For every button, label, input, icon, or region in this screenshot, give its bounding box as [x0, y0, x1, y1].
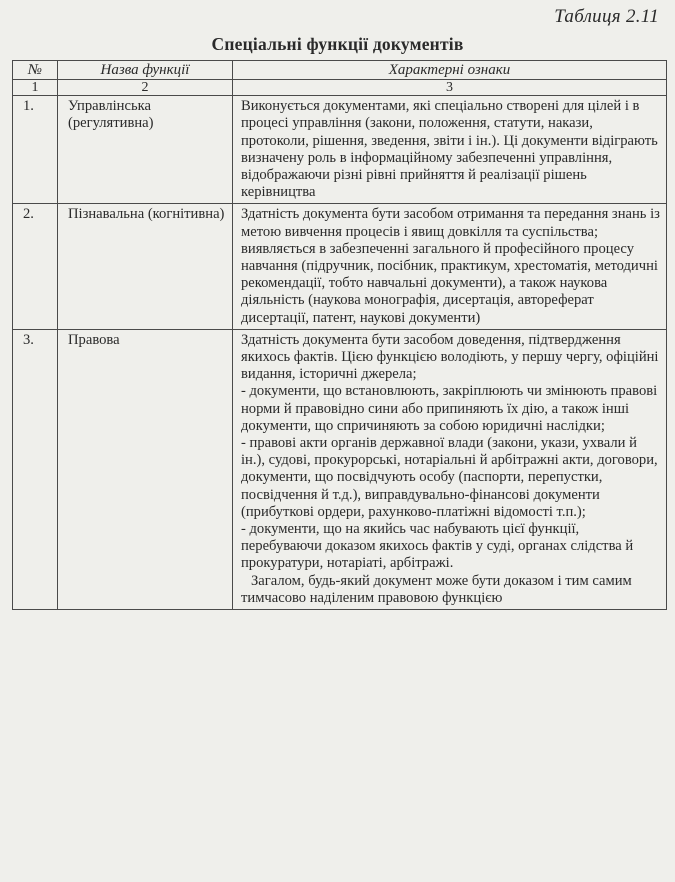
description-paragraph: - правові акти органів державної влади (закони, укази, ухвали й ін.), судові, прокурорські, нотаріальні й арбітражні акти, договори, документи, що посвідчують особу (паспорти, перепустки, посвідчення й т.д.), виправдувально-фінансові документи (прибуткові ордери, рахунково-платіжні відомості т.п.);	[241, 435, 658, 520]
column-number-row	[13, 80, 667, 96]
table-row	[13, 204, 667, 329]
header-row	[13, 61, 667, 80]
description-paragraph: Здатність документа бути засобом доведення, підтвердження якихось фактів. Цією функцією володіють, у першу чергу, офіційні видання, історичні джерела;	[241, 331, 659, 383]
header-number: №	[13, 61, 58, 80]
row-number: 3.	[13, 329, 58, 609]
functions-table	[12, 60, 667, 610]
function-name: Управлінська (регулятивна)	[58, 96, 233, 204]
column-number-1: 1	[13, 80, 58, 96]
description-paragraph: Виконується документами, які спеціально створені для цілей і в процесі управління (закони, положення, статути, накази, протоколи, рішення, зведення, звіти і ін.). Ці документи відіграють визначену роль в інформаційному забезпеченні управління, відображаючи різні рівні прийняття й реалізації рішень керівництва	[241, 98, 658, 201]
table-label: Таблиця 2.11	[554, 6, 659, 27]
table-row	[13, 96, 667, 204]
header-function-name: Назва функції	[58, 61, 233, 80]
description-paragraph: Здатність документа бути засобом отримання та передання знань із метою вивчення процесів і явищ довкілля та суспільства; виявляється в забезпеченні загального й професійного процесу навчання (підручник, посібник, практикум, хрестоматія, методичні рекомендації, тобто навчальні документи), а також наукова діяльність (наукова монографія, дисертація, автореферат дисертації, патент, наукові документи)	[241, 206, 660, 326]
function-description	[233, 204, 667, 329]
column-number-2: 2	[58, 80, 233, 96]
row-number: 1.	[13, 96, 58, 204]
function-name: Пізнавальна (когнітивна)	[58, 204, 233, 329]
header-characteristics: Характерні ознаки	[233, 61, 667, 80]
description-paragraph: Загалом, будь-який документ може бути доказом і тим самим тимчасово наділеним правовою функцією	[241, 572, 632, 606]
table-title: Спеціальні функції документів	[211, 34, 464, 54]
function-description	[233, 96, 667, 204]
function-name: Правова	[58, 329, 233, 609]
description-paragraph: - документи, що встановлюють, закріплюють чи змінюють правові норми й правовідно сини або припиняють їх дію, а також інші документи, що спричиняють за собою юридичні наслідки;	[241, 383, 658, 434]
function-description	[233, 329, 667, 609]
row-number: 2.	[13, 204, 58, 329]
column-number-3: 3	[233, 80, 667, 96]
table-row	[13, 329, 667, 609]
description-paragraph: - документи, що на якийсь час набувають цієї функції, перебуваючи доказом якихось фактів у суді, органах слідства й прокуратури, нотаріаті, арбітражі.	[241, 521, 634, 572]
